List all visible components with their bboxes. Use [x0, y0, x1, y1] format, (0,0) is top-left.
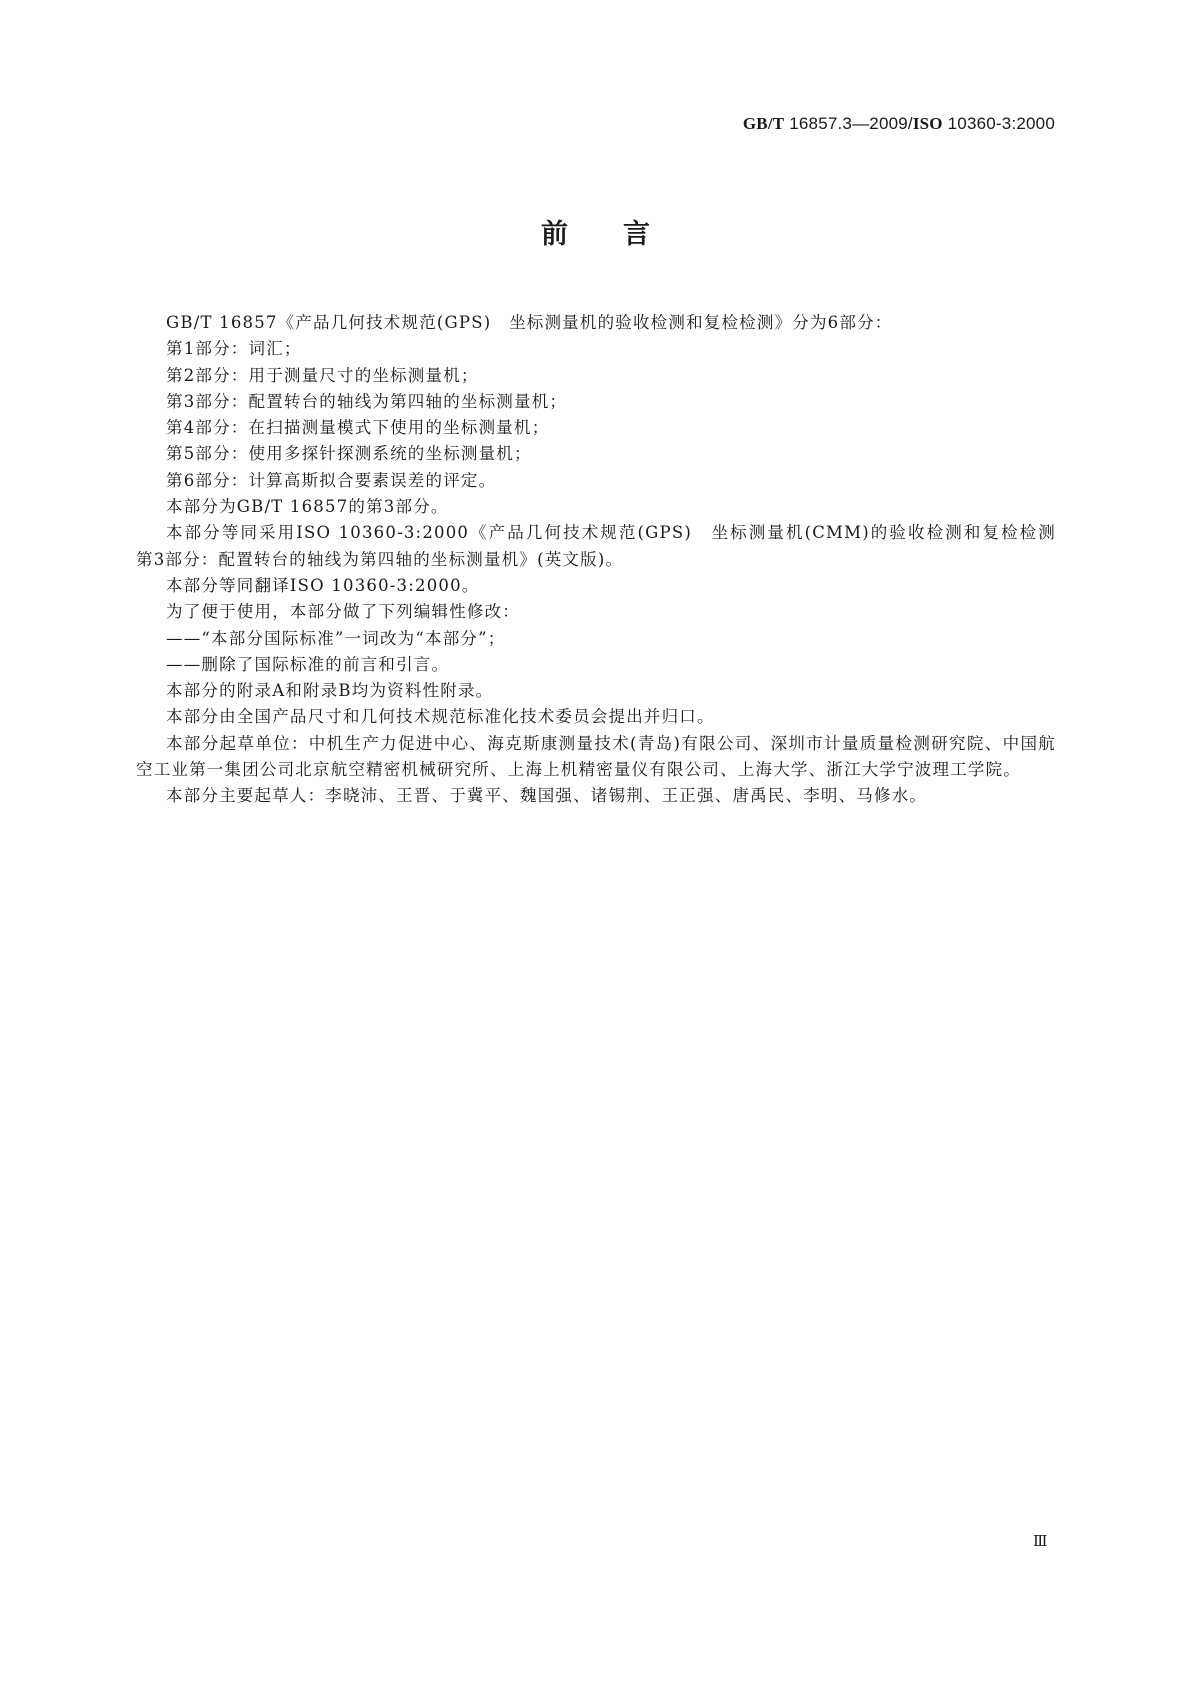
- header-iso: ISO: [912, 114, 943, 133]
- paragraph-edit-1: ——“本部分国际标准”一词改为“本部分”；: [166, 628, 506, 648]
- paragraph-parts-intro: GB/T 16857《产品几何技术规范(GPS) 坐标测量机的验收检测和复检检测》分为6部分：: [166, 313, 893, 332]
- foreword-body: [136, 310, 1074, 810]
- paragraph-translation: 本部分等同翻译ISO 10360-3:2000。: [166, 575, 480, 595]
- paragraph-part-2: 第2部分：用于测量尺寸的坐标测量机；: [166, 365, 479, 385]
- paragraph-adoption: 本部分等同采用ISO 10360-3:2000《产品几何技术规范(GPS) 坐标测量机(CMM)的验收检测和复检检测 第3部分：配置转台的轴线为第四轴的坐标测量机》(英文版)。: [136, 523, 1074, 569]
- paragraph-drafting-units: 本部分起草单位：中机生产力促进中心、海克斯康测量技术(青岛)有限公司、深圳市计量质量检测研究院、中国航空工业第一集团公司北京航空精密机械研究所、上海上机精密量仪有限公司、上海大学、浙江大学宁波理工学院。: [136, 733, 1056, 780]
- paragraph-this-part: 本部分为GB/T 16857的第3部分。: [166, 497, 449, 517]
- paragraph-part-4: 第4部分：在扫描测量模式下使用的坐标测量机；: [166, 418, 550, 438]
- page-number: Ⅲ: [1033, 1532, 1048, 1550]
- paragraph-edit-2: ——删除了国际标准的前言和引言。: [166, 654, 450, 674]
- header-gbt: GB/T: [742, 114, 785, 133]
- paragraph-part-5: 第5部分：使用多探针探测系统的坐标测量机；: [166, 444, 532, 464]
- paragraph-drafters: 本部分主要起草人：李晓沛、王晋、于冀平、魏国强、诸锡荆、王正强、唐禹民、李明、马修水。: [166, 786, 928, 806]
- paragraph-part-3: 第3部分：配置转台的轴线为第四轴的坐标测量机；: [166, 391, 568, 411]
- page-title: 前言: [541, 219, 705, 250]
- paragraph-part-1: 第1部分：词汇；: [166, 339, 302, 359]
- paragraph-edits-intro: 为了便于使用，本部分做了下列编辑性修改：: [166, 602, 520, 622]
- paragraph-proposer: 本部分由全国产品尺寸和几何技术规范标准化技术委员会提出并归口。: [166, 707, 715, 727]
- paragraph-annexes: 本部分的附录A和附录B均为资料性附录。: [166, 681, 494, 701]
- header-gbt-number: 16857.3—2009/: [784, 114, 913, 133]
- header-iso-number: 10360-3:2000: [942, 114, 1055, 133]
- standard-code-header: [743, 114, 1055, 134]
- paragraph-part-6: 第6部分：计算高斯拟合要素误差的评定。: [166, 470, 497, 490]
